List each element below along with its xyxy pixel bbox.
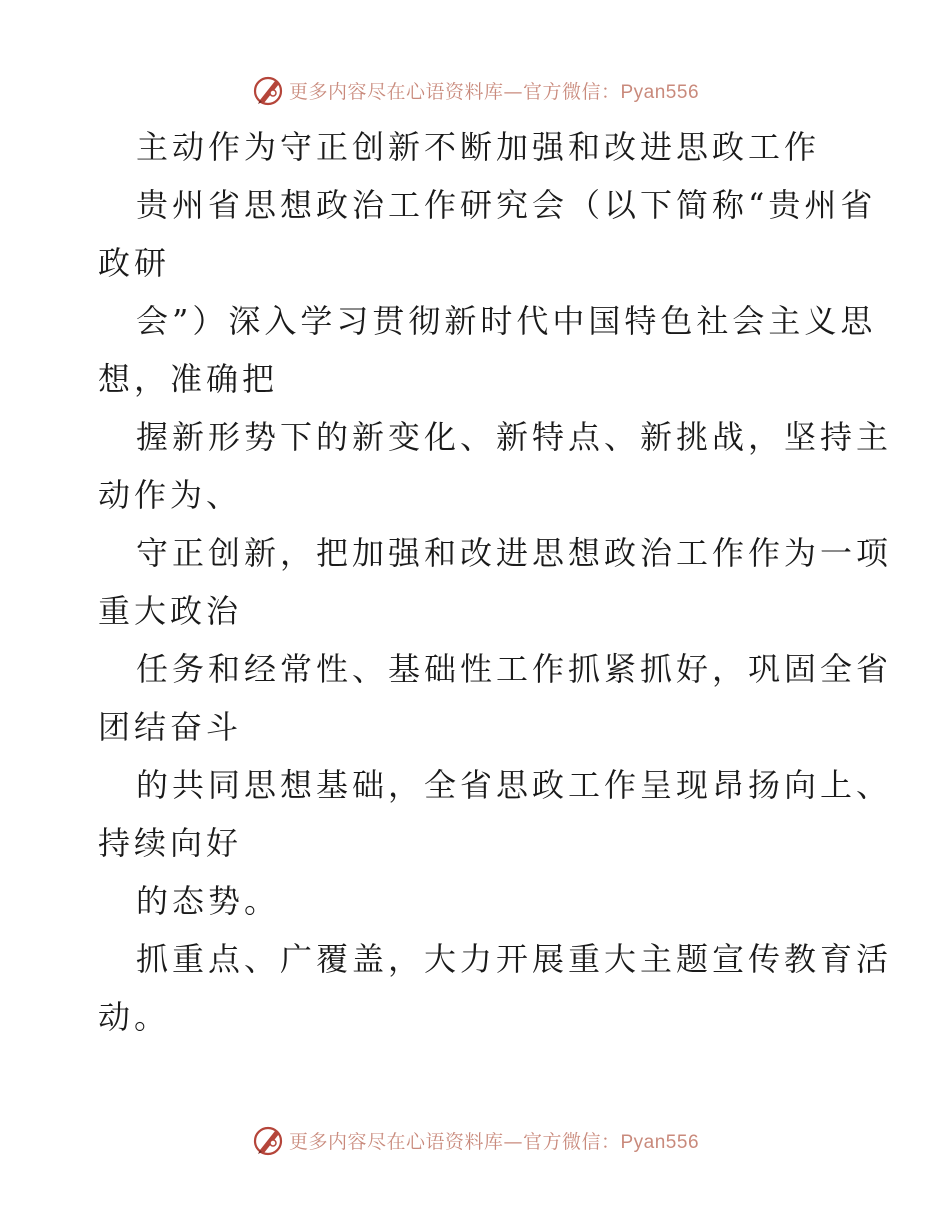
paragraph-line: 任务和经常性、基础性工作抓紧抓好，巩固全省	[136, 650, 893, 688]
paragraph-line: 团结奋斗	[98, 708, 243, 746]
paragraph-line: 的态势。	[136, 882, 281, 920]
paragraph-line: 动作为、	[98, 476, 243, 514]
paragraph-line: 守正创新，把加强和改进思想政治工作作为一项	[136, 534, 893, 572]
paragraph-line: 贵州省思想政治工作研究会（以下简称“贵州省	[136, 186, 877, 224]
paragraph-line: 政研	[98, 244, 171, 282]
watermark-text: 更多内容尽在心语资料库—官方微信：Pyan556	[288, 1130, 700, 1153]
pen-logo-icon	[251, 73, 285, 107]
footer-watermark	[0, 1120, 950, 1160]
pen-logo-icon	[251, 1123, 285, 1157]
doc-title: 主动作为守正创新不断加强和改进思政工作	[136, 128, 821, 166]
header-watermark	[0, 70, 950, 110]
paragraph-line: 握新形势下的新变化、新特点、新挑战，坚持主	[136, 418, 893, 456]
paragraph-line: 想，准确把	[98, 360, 279, 398]
paragraph-line: 会”）深入学习贯彻新时代中国特色社会主义思	[136, 302, 877, 340]
paragraph-line: 重大政治	[98, 592, 243, 630]
document-body	[98, 118, 893, 1046]
paragraph-line: 动。	[98, 998, 171, 1036]
paragraph-line: 持续向好	[98, 824, 243, 862]
watermark-wechat-id: Pyan556	[620, 81, 700, 103]
watermark-wechat-id: Pyan556	[620, 1131, 700, 1153]
watermark-text: 更多内容尽在心语资料库—官方微信：Pyan556	[288, 80, 700, 103]
paragraph-line: 的共同思想基础，全省思政工作呈现昂扬向上、	[136, 766, 893, 804]
paragraph-line: 抓重点、广覆盖，大力开展重大主题宣传教育活	[136, 940, 893, 978]
